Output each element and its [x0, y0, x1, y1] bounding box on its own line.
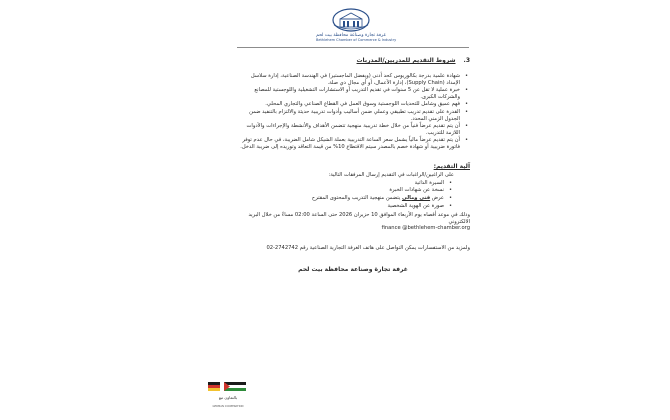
chamber-name-arabic: غرفة تجارة وصناعة محافظة بيت لحم [316, 33, 386, 38]
document-body [236, 58, 470, 273]
partner-logo-sub: GERMAN COOPERATION [212, 405, 244, 408]
email-address[interactable]: finance @bethlehem-chamber.org [381, 224, 470, 231]
requirement-item: • شهادة علمية بدرجة بكالوريوس كحد أدنى (ويفضل الماجستير) في الهندسة الصناعية، إدارة سلاسل الإمداد (Supply Chain)، إدارة الأعمال، أو أي مجال ذي صلة. [236, 73, 460, 86]
offer-suffix: يتضمن منهجية التدريب والمحتوى المقترح [311, 195, 401, 202]
chamber-name-english: Bethlehem Chamber of Commerce & Industry [316, 38, 397, 42]
section-number: 3. [463, 57, 470, 64]
document-item: • نسخة عن شهادات الخبرة [236, 187, 444, 193]
german-cooperation-logo [206, 379, 250, 413]
mechanism-title: آلية التقديم: [433, 163, 470, 171]
offer-prefix: عرض [431, 195, 444, 202]
apply-deadline-text: وذلك في موعد أقصاه يوم الأربعاء الموافق 10 حزيران 2026 حتى الساعة 02:00 مساءً من خلال البريد الالكتروني [248, 212, 470, 225]
signature-title: غرفة تجارة وصناعة محافظة بيت لحم [298, 265, 408, 273]
requirement-item: • أن يتم تقديم عرضاً فنياً من خلال خطة تدريبية منهجية تتضمن الأهداف والأنشطة والإجراءات والأدوات اللازمة للتدريب. [236, 123, 460, 136]
requirement-item: • خبرة عملية لا تقل عن 5 سنوات في تقديم التدريب أو الاستشارات التشغيلية واللوجستية للمصانع والشركات الكبرى. [236, 87, 460, 100]
document-item: • صورة عن الهوية الشخصية [236, 203, 444, 209]
mechanism-intro: على الراغبين/الراغبات في التقديم إرسال المرفقات التالية: [328, 172, 454, 179]
section-title [236, 58, 470, 64]
requirements-list [236, 73, 470, 150]
chamber-building-emblem-icon [331, 7, 371, 33]
partner-flags-icon [206, 379, 250, 413]
document-item: • السيرة الذاتية [236, 180, 444, 186]
offer-bold: فني ومالي [401, 195, 431, 202]
documents-list [236, 180, 470, 210]
document-item [236, 195, 444, 201]
header-divider [237, 47, 469, 48]
requirement-item: • القدرة على تقديم تدريب تطبيقي وعملي ضمن أساليب وأدوات تدريبية حديثة والالتزام بالتنفيذ ضمن الجدول الزمني المحدد. [236, 109, 460, 122]
chamber-logo [316, 7, 397, 42]
partner-logo-text: بالتعاون مع [218, 395, 238, 400]
inquiry-text: ولمزيد من الاستفسارات يمكن التواصل على هاتف الغرفة التجارية الصناعية رقم 2742742-02 [266, 245, 470, 252]
requirement-item: • أن يتم تقديم عرضاً مالياً يشمل سعر الساعة التدريبية بعملة الشيكل شامل الضريبة، في حال عدم توفر فاتورة ضريبية أو شهادة خصم بالمصدر سيتم الاقتطاع 10% من قيمة التعاقد وتوريده إلى ضريبة الدخل. [236, 137, 460, 150]
section-title-text: شروط التقديم للمدربين/المدربات [356, 57, 456, 64]
requirement-item: • فهم عميق وشامل للتحديات اللوجستية وسوق العمل في القطاع الصناعي والتجاري المحلي. [236, 101, 460, 107]
